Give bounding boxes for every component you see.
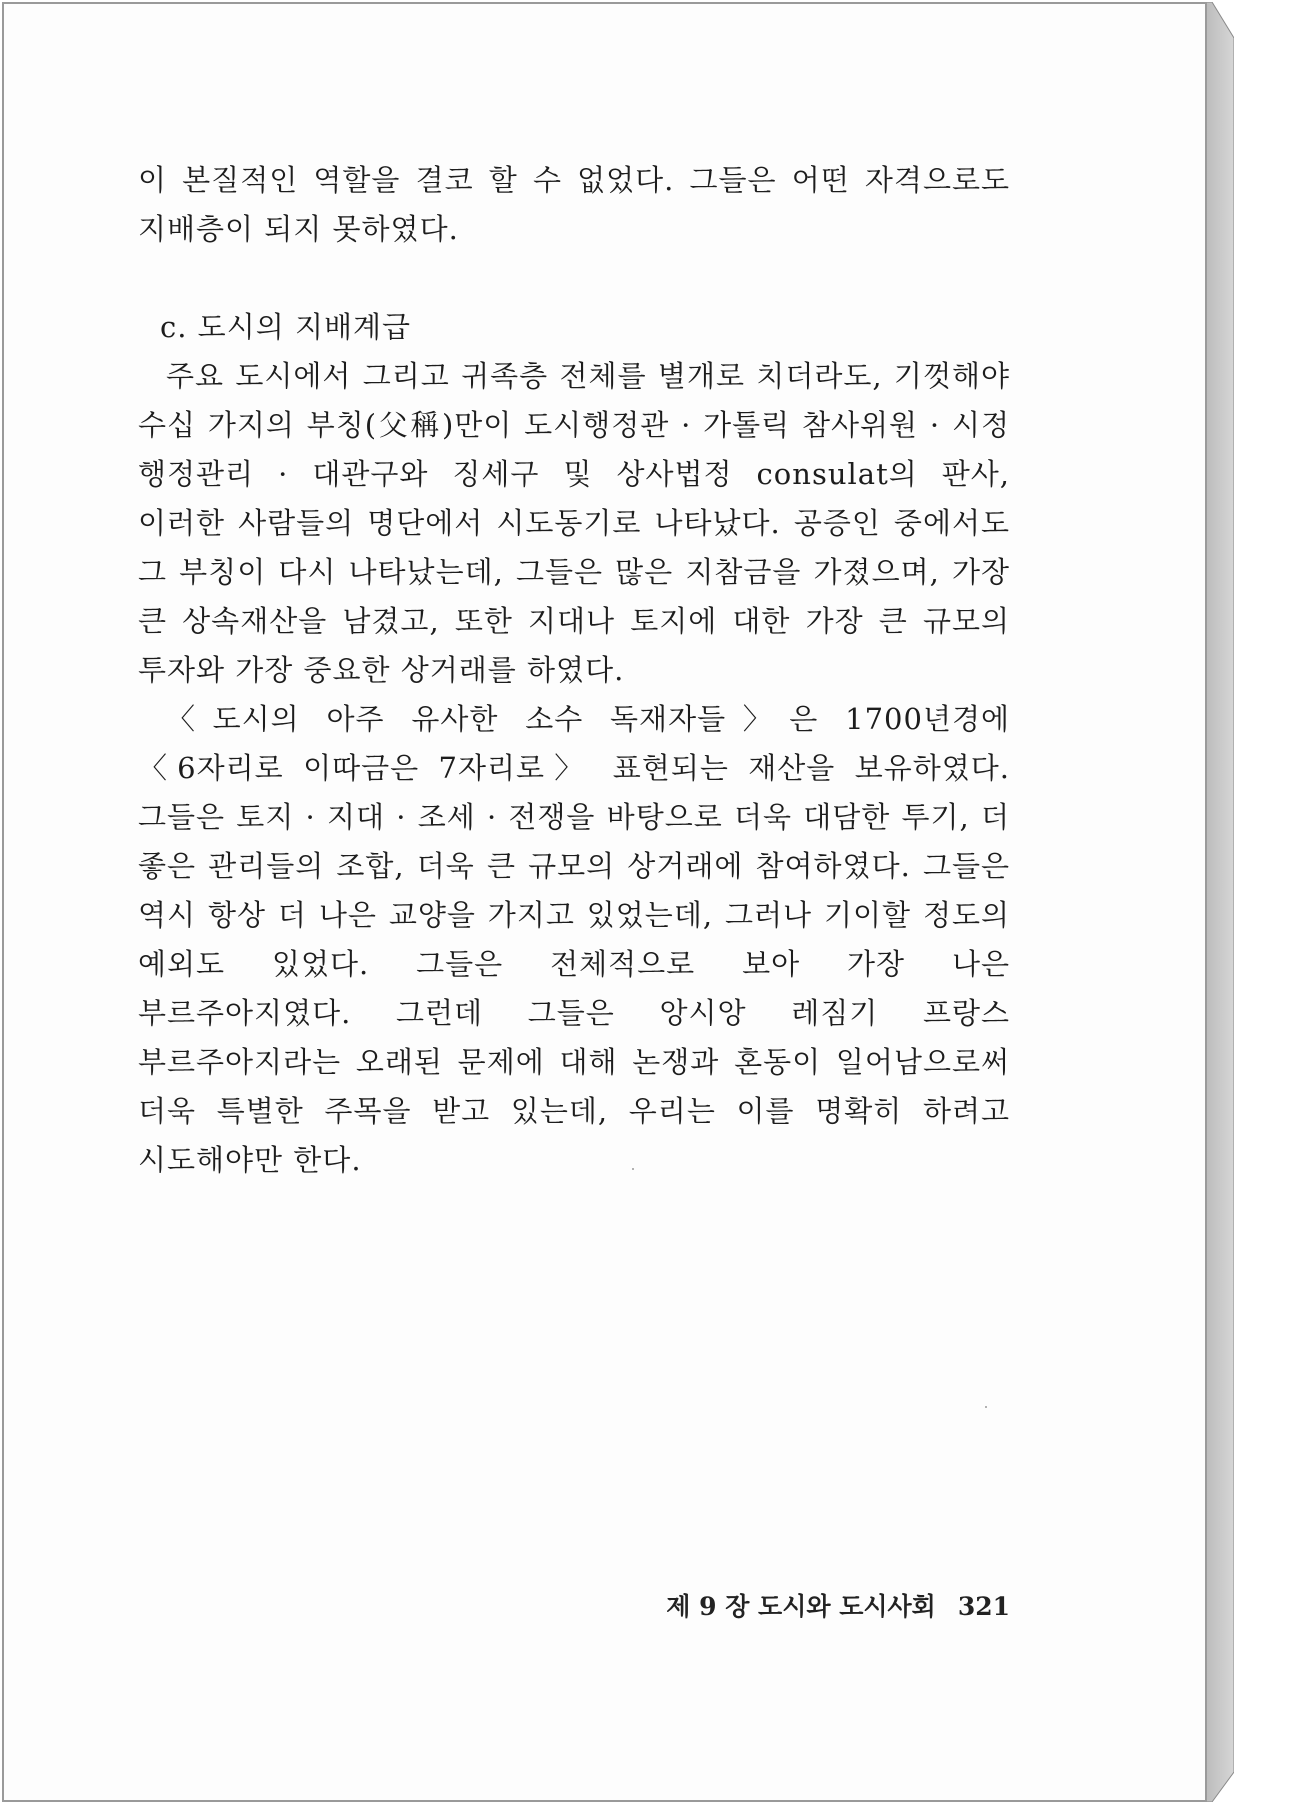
- section-heading: c. 도시의 지배계급: [160, 310, 411, 344]
- scan-speck: [985, 1406, 987, 1408]
- page-number: 321: [957, 1592, 1010, 1621]
- page-footer: [666, 1587, 1010, 1623]
- chapter-title: 제 9 장 도시와 도시사회: [666, 1592, 936, 1621]
- body-text: [138, 156, 1010, 1185]
- scan-speck: [632, 1168, 634, 1170]
- paragraph-ruling-class: 주요 도시에서 그리고 귀족층 전체를 별개로 치더라도, 기껏해야 수십 가지의 부칭(父稱)만이 도시행정관 · 가톨릭 참사위원 · 시정 행정관리 · 대관구와 징세구 및 상사법정 consulat의 판사, 이러한 사람들의 명단에서 시도동기로 나타났다. 공증인 중에서도 그 부칭이 다시 나타났는데, 그들은 많은 지참금을 가졌으며, 가장 큰 상속재산을 남겼고, 또한 지대나 토지에 대한 가장 큰 규모의 투자와 가장 중요한 상거래를 하였다.: [138, 359, 1010, 687]
- paragraph-oligarchs: 〈도시의 아주 유사한 소수 독재자들〉은 1700년경에 〈6자리로 이따금은 7자리로〉 표현되는 재산을 보유하였다. 그들은 토지 · 지대 · 조세 · 전쟁을 바탕으로 더욱 대담한 투기, 더 좋은 관리들의 조합, 더욱 큰 규모의 상거래에 참여하였다. 그들은 역시 항상 더 나은 교양을 가지고 있었는데, 그러나 기이할 정도의 예외도 있었다. 그들은 전체적으로 보아 가장 나은 부르주아지였다. 그런데 그들은 앙시앙 레짐기 프랑스 부르주아지라는 오래된 문제에 대해 논쟁과 혼동이 일어남으로써 더욱 특별한 주목을 받고 있는데, 우리는 이를 명확히 하려고 시도해야만 한다.: [138, 702, 1010, 1177]
- paragraph-spacer: [138, 254, 1010, 303]
- paragraph-intro: 이 본질적인 역할을 결코 할 수 없었다. 그들은 어떤 자격으로도 지배층이 되지 못하였다.: [138, 163, 1010, 246]
